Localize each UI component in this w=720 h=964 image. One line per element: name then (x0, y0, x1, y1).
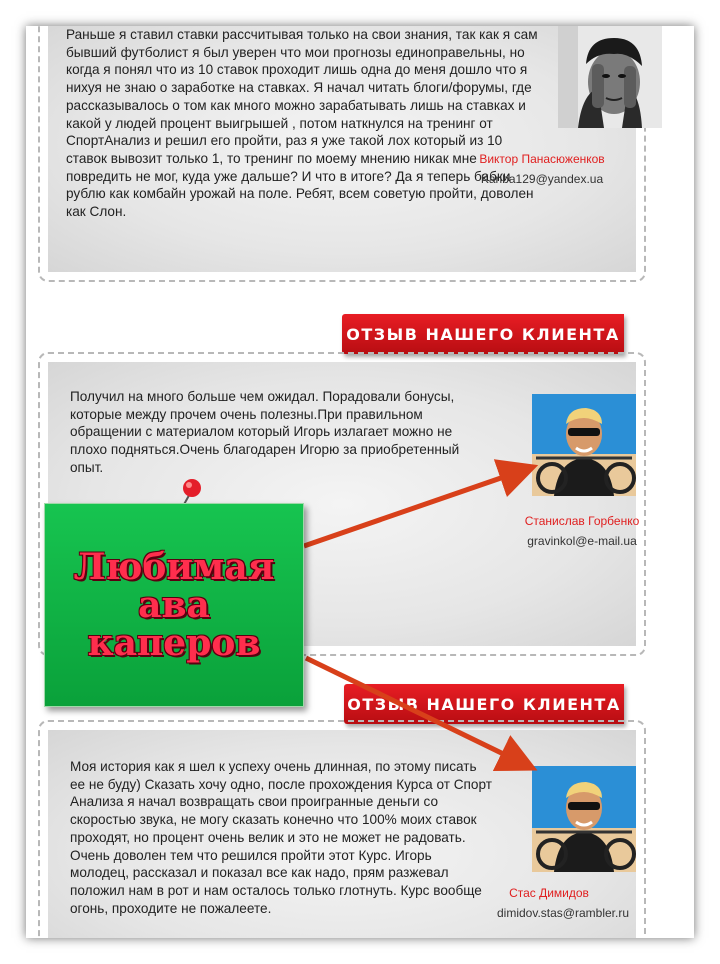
reviewer-photo (532, 394, 636, 496)
review-text: Раньше я ставил ставки рассчитывая только на свои знания, так как я сам бывший футболист я был уверен что мои прогнозы единоправельны, но когда я понял что из 10 ставок проходит лишь одна до меня дошло что я нихуя не знаю о заработке на ставках. Я начал читать блоги/форумы, где рассказывалось о том как много можно зарабатывать лишь на ставках и какой у людей процент выигрышей , потом наткнулся на тренинг от СпортАнализ и решил его пройти, раз я уже такой лох который из 10 ставок вывозит только 1, то тренинг по моему мнению никак мне повредить не мог, куда уже дальше? И что в итоге? Да я теперь бабки рублю как комбайн урожай на поле. Ребят, всем советую пройти, доволен как Слон. (66, 27, 538, 220)
sticker-line: ава (138, 584, 210, 626)
sticker-note (44, 503, 304, 707)
review-text: Получил на много больше чем ожидал. Порадовали бонусы, которые между прочем очень полезны.При правильном обращении с материалом который Игорь излагает можно не плохо подняться.Очень благодарен Игорю за приобретенный опыт. (70, 389, 460, 475)
review-card-1 (38, 26, 646, 282)
review-ribbon: ОТЗЫВ НАШЕГО КЛИЕНТА (342, 314, 624, 354)
sticker-line: каперов (87, 622, 261, 664)
reviewer-email: dimidov.stas@rambler.ru (497, 906, 629, 920)
review-card-3 (38, 720, 646, 938)
review-ribbon: ОТЗЫВ НАШЕГО КЛИЕНТА (344, 684, 624, 724)
reviewer-photo (558, 26, 662, 128)
reviewer-name: Станислав Горбенко (524, 514, 640, 528)
sticker-text (74, 548, 275, 662)
review-text: Моя история как я шел к успеху очень длинная, по этому писать ее не буду) Сказать хочу одно, после прохождения Курса от Спорт Анализа я начал возвращать свои проигранные деньги со скоростью звука, не могу сказать конечно что 100% моих ставок проходят, но процент очень велик и это не может не радовать. Очень доволен тем что решился пройти этот Курс. Игорь молодец, рассказал и показал все как надо, прям разжевал положил нам в рот и нам осталось только глотнуть. Курс вообще огонь, проходите не пожалеете. (70, 759, 492, 916)
sticker-line: Любимая (73, 546, 275, 588)
reviewer-name: Виктор Панасюженков (479, 152, 605, 166)
reviewer-email: Kariba129@yandex.ua (480, 172, 604, 186)
reviewer-photo (532, 766, 636, 872)
page (26, 26, 694, 938)
reviewer-name: Стас Димидов (509, 886, 589, 900)
reviewer-email: gravinkol@e-mail.ua (527, 534, 637, 548)
